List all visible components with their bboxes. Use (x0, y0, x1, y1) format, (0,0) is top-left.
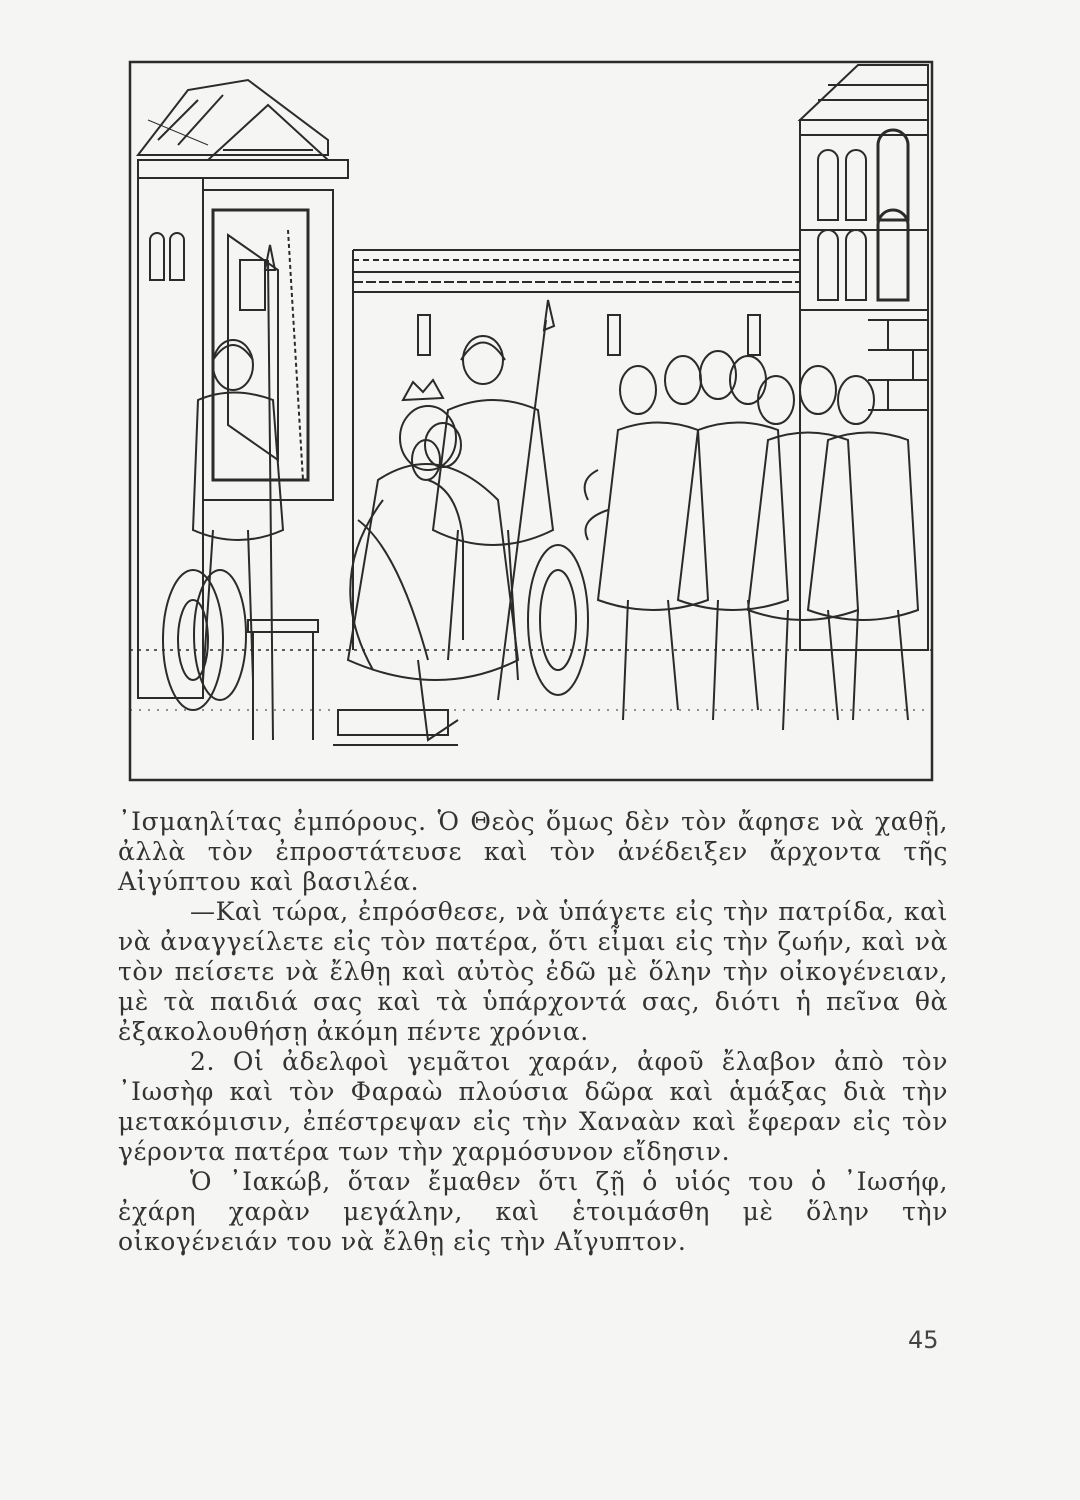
back-wall (353, 250, 800, 650)
illustration-joseph-embraces-jacob (128, 60, 934, 782)
guard-spear (433, 300, 588, 700)
page-number: 45 (908, 1326, 939, 1354)
illustration-frame (130, 62, 932, 780)
king-embraces-son (248, 380, 518, 745)
paragraph-2: —Καὶ τώρα, ἐπρόσθεσε, νὰ ὑπάγετε εἰς τὴν πατρίδα, καὶ νὰ ἀναγγείλετε εἰς τὸν πατέρα, ὅτι εἶμαι εἰς τὴν ζωήν, καὶ νὰ τὸν πείσετε νὰ ἔλθῃ καὶ αὐτὸς ἐδῶ μὲ ὅλην τὴν οἰκογένειαν, μὲ τὰ παιδιά σας καὶ τὰ ὑπάρχοντά σας, διότι ἡ πεῖνα θὰ ἐξακολουθήσῃ ἀκόμη πέντε χρόνια. (118, 897, 948, 1046)
paragraph-4: Ὁ ᾿Ιακώβ, ὅταν ἔμαθεν ὅτι ζῇ ὁ υἱός του ὁ ᾿Ιωσήφ, ἐχάρη χαρὰν μεγάλην, καὶ ἑτοιμάσθη μὲ ὅλην τὴν οἰκογένειάν του νὰ ἔλθῃ εἰς τὴν Αἴγυπτον. (118, 1167, 948, 1256)
paragraph-1: ᾿Ισμαηλίτας ἐμπόρους. Ὁ Θεὸς ὅμως δὲν τὸν ἄφησε νὰ χαθῇ, ἀλλὰ τὸν ἐπροστάτευσε καὶ τὸν ἀνέδειξεν ἄρχοντα τῆς Αἰγύπτου καὶ βασιλέα. (118, 807, 948, 896)
body-text (118, 807, 948, 1257)
brothers-group (585, 351, 918, 730)
paragraph-3: 2. Οἱ ἀδελφοὶ γεμᾶτοι χαράν, ἀφοῦ ἔλαβον ἀπὸ τὸν ᾿Ιωσὴφ καὶ τὸν Φαραὼ πλούσια δῶρα καὶ ἁμάξας διὰ τὴν μετακόμισιν, ἐπέστρεψαν εἰς τὴν Χαναὰν καὶ ἔφεραν εἰς τὸν γέροντα πατέρα των τὴν χαρμόσυνον εἴδησιν. (118, 1047, 948, 1166)
right-tower (800, 65, 928, 650)
guard-left (163, 245, 283, 740)
